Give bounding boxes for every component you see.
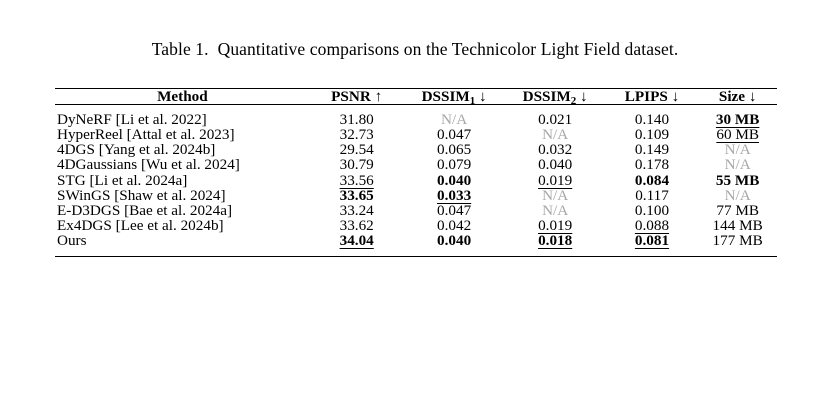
cell-lpips xyxy=(606,142,699,157)
cell-dssim2 xyxy=(505,142,606,157)
value-lpips: 0.140 xyxy=(634,110,670,128)
cell-method: HyperReel [Attal et al. 2023] xyxy=(57,126,235,144)
cell-psnr xyxy=(310,173,404,188)
value-psnr: 33.62 xyxy=(339,217,374,235)
value-dssim1: 0.042 xyxy=(437,217,472,235)
cell-lpips xyxy=(606,157,699,172)
cell-psnr xyxy=(310,127,404,142)
value-psnr: 34.04 xyxy=(339,232,374,250)
value-dssim1: 0.047 xyxy=(437,126,472,144)
table-row xyxy=(55,188,777,203)
column-header-size: Size ↓ xyxy=(718,87,757,105)
table-caption xyxy=(55,38,775,62)
value-lpips: 0.100 xyxy=(634,202,670,220)
value-psnr: 29.54 xyxy=(339,141,374,159)
cell-lpips xyxy=(606,233,699,248)
cell-size xyxy=(698,157,777,172)
table-row xyxy=(55,218,777,233)
cell-lpips xyxy=(606,218,699,233)
value-size: 30 MB xyxy=(715,110,760,128)
value-dssim1: 0.040 xyxy=(437,171,472,189)
cell-lpips xyxy=(606,127,699,142)
value-dssim2: 0.021 xyxy=(538,110,573,128)
value-dssim2: 0.019 xyxy=(538,171,573,189)
cell-dssim2 xyxy=(505,127,606,142)
value-psnr: 32.73 xyxy=(339,126,374,144)
value-psnr: 33.65 xyxy=(339,186,374,204)
cell-dssim2 xyxy=(505,203,606,218)
cell-dssim1 xyxy=(404,188,505,203)
caption-label: Table 1. xyxy=(151,39,209,59)
cell-dssim1 xyxy=(404,218,505,233)
cell-size xyxy=(698,112,777,127)
value-lpips: 0.109 xyxy=(634,126,670,144)
table-row xyxy=(55,142,777,157)
cell-size xyxy=(698,173,777,188)
value-dssim2: 0.019 xyxy=(538,217,573,235)
value-size: 144 MB xyxy=(712,217,763,235)
cell-psnr xyxy=(310,233,404,248)
cell-method: Ex4DGS [Lee et al. 2024b] xyxy=(57,217,224,235)
cell-dssim1 xyxy=(404,112,505,127)
value-size: 177 MB xyxy=(712,232,763,250)
cell-method: STG [Li et al. 2024a] xyxy=(57,171,188,189)
column-header-lpips: LPIPS ↓ xyxy=(624,87,680,105)
cell-dssim1 xyxy=(404,142,505,157)
cell-lpips xyxy=(606,203,699,218)
value-dssim1: 0.047 xyxy=(437,202,472,220)
spacer-cell xyxy=(55,249,777,257)
value-lpips: 0.088 xyxy=(634,217,670,235)
column-header-dssim2: $DSSIM_2$ ↓ xyxy=(522,87,588,107)
cell-lpips xyxy=(606,173,699,188)
cell-dssim2 xyxy=(505,218,606,233)
cell-psnr xyxy=(310,112,404,127)
cell-size xyxy=(698,203,777,218)
column-header-dssim1: $DSSIM_1$ ↓ xyxy=(421,87,487,107)
value-dssim1: 0.079 xyxy=(437,156,472,174)
cell-lpips xyxy=(606,112,699,127)
value-size: N/A xyxy=(724,156,751,174)
cell-size xyxy=(698,142,777,157)
value-size: N/A xyxy=(724,186,751,204)
cell-psnr xyxy=(310,142,404,157)
value-dssim1: 0.065 xyxy=(437,141,472,159)
value-lpips: 0.081 xyxy=(634,232,670,250)
table-row xyxy=(55,127,777,142)
value-lpips: 0.149 xyxy=(634,141,670,159)
cell-dssim2 xyxy=(505,188,606,203)
cell-dssim1 xyxy=(404,127,505,142)
cell-dssim1 xyxy=(404,157,505,172)
cell-size xyxy=(698,188,777,203)
cell-size xyxy=(698,127,777,142)
table-row xyxy=(55,203,777,218)
cell-dssim1 xyxy=(404,203,505,218)
column-header-psnr: PSNR ↑ xyxy=(331,87,383,105)
value-psnr: 33.24 xyxy=(339,202,374,220)
cell-psnr xyxy=(310,218,404,233)
value-dssim2: 0.040 xyxy=(538,156,573,174)
cell-dssim2 xyxy=(505,173,606,188)
value-lpips: 0.117 xyxy=(635,186,669,204)
cell-dssim1 xyxy=(404,173,505,188)
value-size: 77 MB xyxy=(716,202,759,220)
table-row xyxy=(55,233,777,248)
cell-method: Ours xyxy=(57,232,87,250)
value-dssim2: N/A xyxy=(542,126,569,144)
caption-text: Quantitative comparisons on the Technicolor Light Field dataset. xyxy=(217,39,679,59)
value-dssim2: 0.018 xyxy=(538,232,573,250)
value-size: 55 MB xyxy=(715,171,760,189)
column-header-method: Method xyxy=(157,87,208,105)
cell-method: E-D3DGS [Bae et al. 2024a] xyxy=(57,202,233,220)
rule-cell xyxy=(55,256,777,257)
cell-method: SWinGS [Shaw et al. 2024] xyxy=(57,186,226,204)
cell-size xyxy=(698,233,777,248)
value-dssim1: 0.033 xyxy=(437,186,472,204)
cell-size xyxy=(698,218,777,233)
table-row xyxy=(55,157,777,172)
value-dssim1: 0.040 xyxy=(437,232,472,250)
value-dssim1: N/A xyxy=(441,110,468,128)
table-row xyxy=(55,112,777,127)
cell-dssim2 xyxy=(505,233,606,248)
cell-method: DyNeRF [Li et al. 2022] xyxy=(57,110,207,128)
value-psnr: 33.56 xyxy=(339,171,374,189)
table-row xyxy=(55,173,777,188)
table-rule xyxy=(55,256,777,257)
cell-dssim2 xyxy=(505,157,606,172)
cell-method: 4DGS [Yang et al. 2024b] xyxy=(57,141,216,159)
cell-dssim2 xyxy=(505,112,606,127)
value-size: 60 MB xyxy=(716,126,759,144)
table-header-row xyxy=(55,89,777,105)
value-lpips: 0.084 xyxy=(634,171,670,189)
value-lpips: 0.178 xyxy=(634,156,670,174)
cell-lpips xyxy=(606,188,699,203)
cell-dssim1 xyxy=(404,233,505,248)
value-psnr: 30.79 xyxy=(339,156,374,174)
results-table xyxy=(55,88,777,257)
value-dssim2: N/A xyxy=(542,186,569,204)
value-dssim2: N/A xyxy=(542,202,569,220)
value-psnr: 31.80 xyxy=(339,110,374,128)
table-spacer xyxy=(55,249,777,257)
value-dssim2: 0.032 xyxy=(538,141,573,159)
cell-psnr xyxy=(310,188,404,203)
value-size: N/A xyxy=(724,141,751,159)
cell-psnr xyxy=(310,203,404,218)
cell-psnr xyxy=(310,157,404,172)
cell-method: 4DGaussians [Wu et al. 2024] xyxy=(57,156,240,174)
